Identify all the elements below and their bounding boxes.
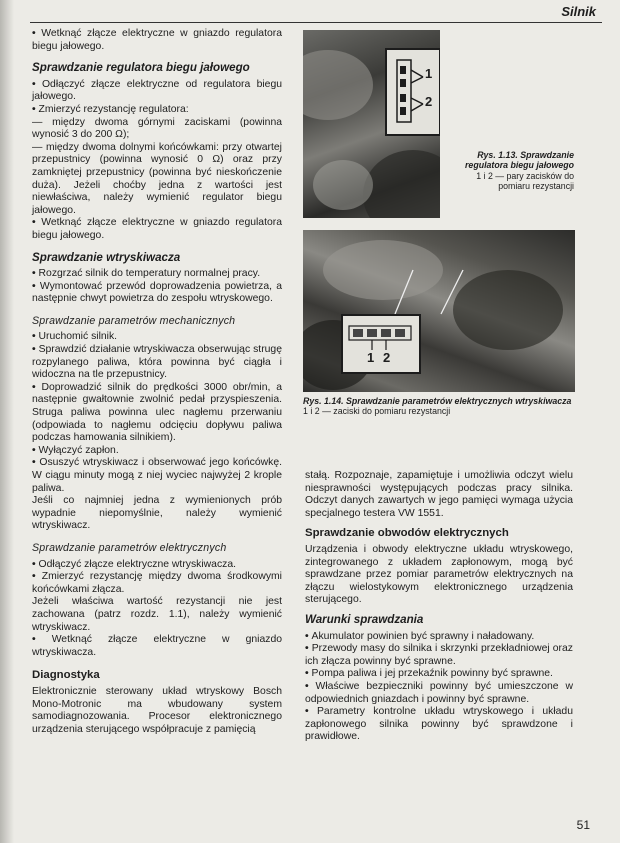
injector-connector-inset (341, 314, 421, 374)
section-heading: Sprawdzanie regulatora biegu jałowego (32, 61, 250, 75)
bullet-paragraph: • Wetknąć złącze elektryczne w gniazdo regulatora biegu jałowego. (32, 28, 282, 53)
left-text-column (32, 28, 282, 736)
bullet-paragraph: • Wetknąć złącze elektryczne w gniazdo wtryskiwacza. (32, 634, 282, 659)
paragraph: Jeżeli właściwa wartość rezystancji nie jest zachowana (patrz rozdz. 1.1), należy wymienić wtryskiwacz. (32, 596, 282, 633)
figure-2-caption-title: Rys. 1.14. Sprawdzanie parametrów elektrycznych wtryskiwacza (303, 396, 572, 406)
paragraph: Urządzenia i obwody elektryczne układu wtryskowego, zintegrowanego z układem zapłonowym, mogą być sprawdzane przez pomiar parametrów elektrycznych na złączu wielostykowym elektronicznego urządzenia sterującego. (305, 543, 573, 606)
section-heading: Diagnostyka (32, 669, 100, 682)
figure-1-caption (462, 150, 574, 192)
figure-1-caption-text: 1 i 2 — pary zacisków do pomiaru rezystancji (476, 170, 574, 192)
bullet-paragraph: • Wetknąć złącze elektryczne w gniazdo regulatora biegu jałowego. (32, 217, 282, 242)
connector-inset (385, 48, 440, 136)
subsection-heading: Sprawdzanie parametrów elektrycznych (32, 541, 227, 554)
figure-2-label-1: 1 (367, 350, 375, 365)
page-header (30, 4, 602, 23)
figure-2-caption-text: 1 i 2 — zaciski do pomiaru rezystancji (303, 406, 451, 417)
bullet-paragraph: • Pompa paliwa i jej przekaźnik powinny być sprawne. (305, 668, 573, 681)
bullet-paragraph: • Doprowadzić silnik do prędkości 3000 obr/min, a następnie gwałtownie zwolnić pedał przyspieszenia. Struga paliwa powinna ulec nagłemu przerwaniu (odpowiada to nagłemu odcięciu dopływu paliwa podczas hamowania silnikiem). (32, 382, 282, 445)
section-heading: Sprawdzanie wtryskiwacza (32, 250, 181, 264)
figure-1-caption-title: Rys. 1.13. Sprawdzanie regulatora biegu jałowego (465, 150, 574, 171)
figure-2-caption (303, 396, 575, 417)
injector-connector-diagram (343, 316, 419, 372)
bullet-paragraph: • Wymontować przewód doprowadzenia powietrza, a następnie chwyt powietrza do zespołu wtryskowego. (32, 281, 282, 306)
figure-1-photo (303, 30, 440, 218)
figure-2-photo (303, 230, 575, 392)
page-gutter-shadow (0, 0, 14, 843)
paragraph: Elektronicznie sterowany układ wtryskowy Bosch Mono-Motronic ma wbudowany system samodiagnozowania. Procesor elektronicznego urządzenia sterującego współpracuje z pamięcią (32, 685, 282, 735)
bullet-paragraph: • Zmierzyć rezystancję regulatora: (32, 104, 282, 117)
figure-2-label-2: 2 (383, 350, 391, 365)
bullet-paragraph: • Przewody masy do silnika i skrzynki przekładniowej oraz ich złącza powinny być sprawne. (305, 643, 573, 668)
bullet-paragraph: • Akumulator powinien być sprawny i naładowany. (305, 631, 573, 644)
bullet-paragraph: • Zmierzyć rezystancję między dwoma środkowymi końcówkami złącza. (32, 571, 282, 596)
paragraph: — między dwoma dolnymi końcówkami: przy otwartej przepustnicy (powinna wynosić 0 Ω) oraz przy zamkniętej przepustnicy (powinna być nieskończenie duża). Jeżeli choćby jedna z wartości jest niewłaściwa, należy wymienić regulator biegu jałowego. (32, 141, 282, 216)
bullet-paragraph: • Odłączyć złącze elektryczne od regulatora biegu jałowego. (32, 79, 282, 104)
connector-diagram (387, 50, 439, 134)
bullet-paragraph: • Wyłączyć zapłon. (32, 445, 282, 458)
paragraph: stałą. Rozpoznaje, zapamiętuje i umożliwia odczyt wielu niesprawności występujących podczas pracy silnika. Odczyt danych zawartych w jego pamięci wymaga użycia specjalnego testera VW 1551. (305, 470, 573, 519)
bullet-paragraph: • Odłączyć złącze elektryczne wtryskiwacza. (32, 559, 282, 572)
paragraph: Jeśli co najmniej jedna z wymienionych prób wypadnie niepomyślnie, należy wymienić wtryskiwacz. (32, 495, 282, 532)
bullet-paragraph: • Właściwe bezpieczniki powinny być umieszczone w odpowiednich gniazdach i powinny być sprawne. (305, 681, 573, 706)
bullet-paragraph: • Sprawdzić działanie wtryskiwacza obserwując strugę rozpylanego paliwa, która powinna być ciągła i widoczna na tle przepustnicy. (32, 344, 282, 382)
paragraph: — między dwoma górnymi zaciskami (powinna wynosić 3 do 200 Ω); (32, 116, 282, 141)
figure-1-label-2: 2 (425, 94, 433, 109)
subsection-heading: Sprawdzanie parametrów mechanicznych (32, 314, 236, 327)
figure-1-label-1: 1 (425, 66, 433, 81)
chapter-title: Silnik (561, 4, 596, 19)
bullet-paragraph: • Uruchomić silnik. (32, 331, 282, 344)
section-heading: Sprawdzanie obwodów elektrycznych (305, 527, 509, 540)
bullet-paragraph: • Osuszyć wtryskiwacz i obserwować jego końcówkę. W ciągu minuty mogą z niej wyciec najwyżej 2 krople paliwa. (32, 457, 282, 495)
right-text-column (305, 470, 573, 744)
page-number: 51 (576, 818, 590, 832)
section-heading: Warunki sprawdzania (305, 612, 424, 626)
bullet-paragraph: • Parametry kontrolne układu wtryskowego i układu zapłonowego silnika powinny być sprawdzone i prawidłowe. (305, 706, 573, 744)
bullet-paragraph: • Rozgrzać silnik do temperatury normalnej pracy. (32, 268, 282, 281)
